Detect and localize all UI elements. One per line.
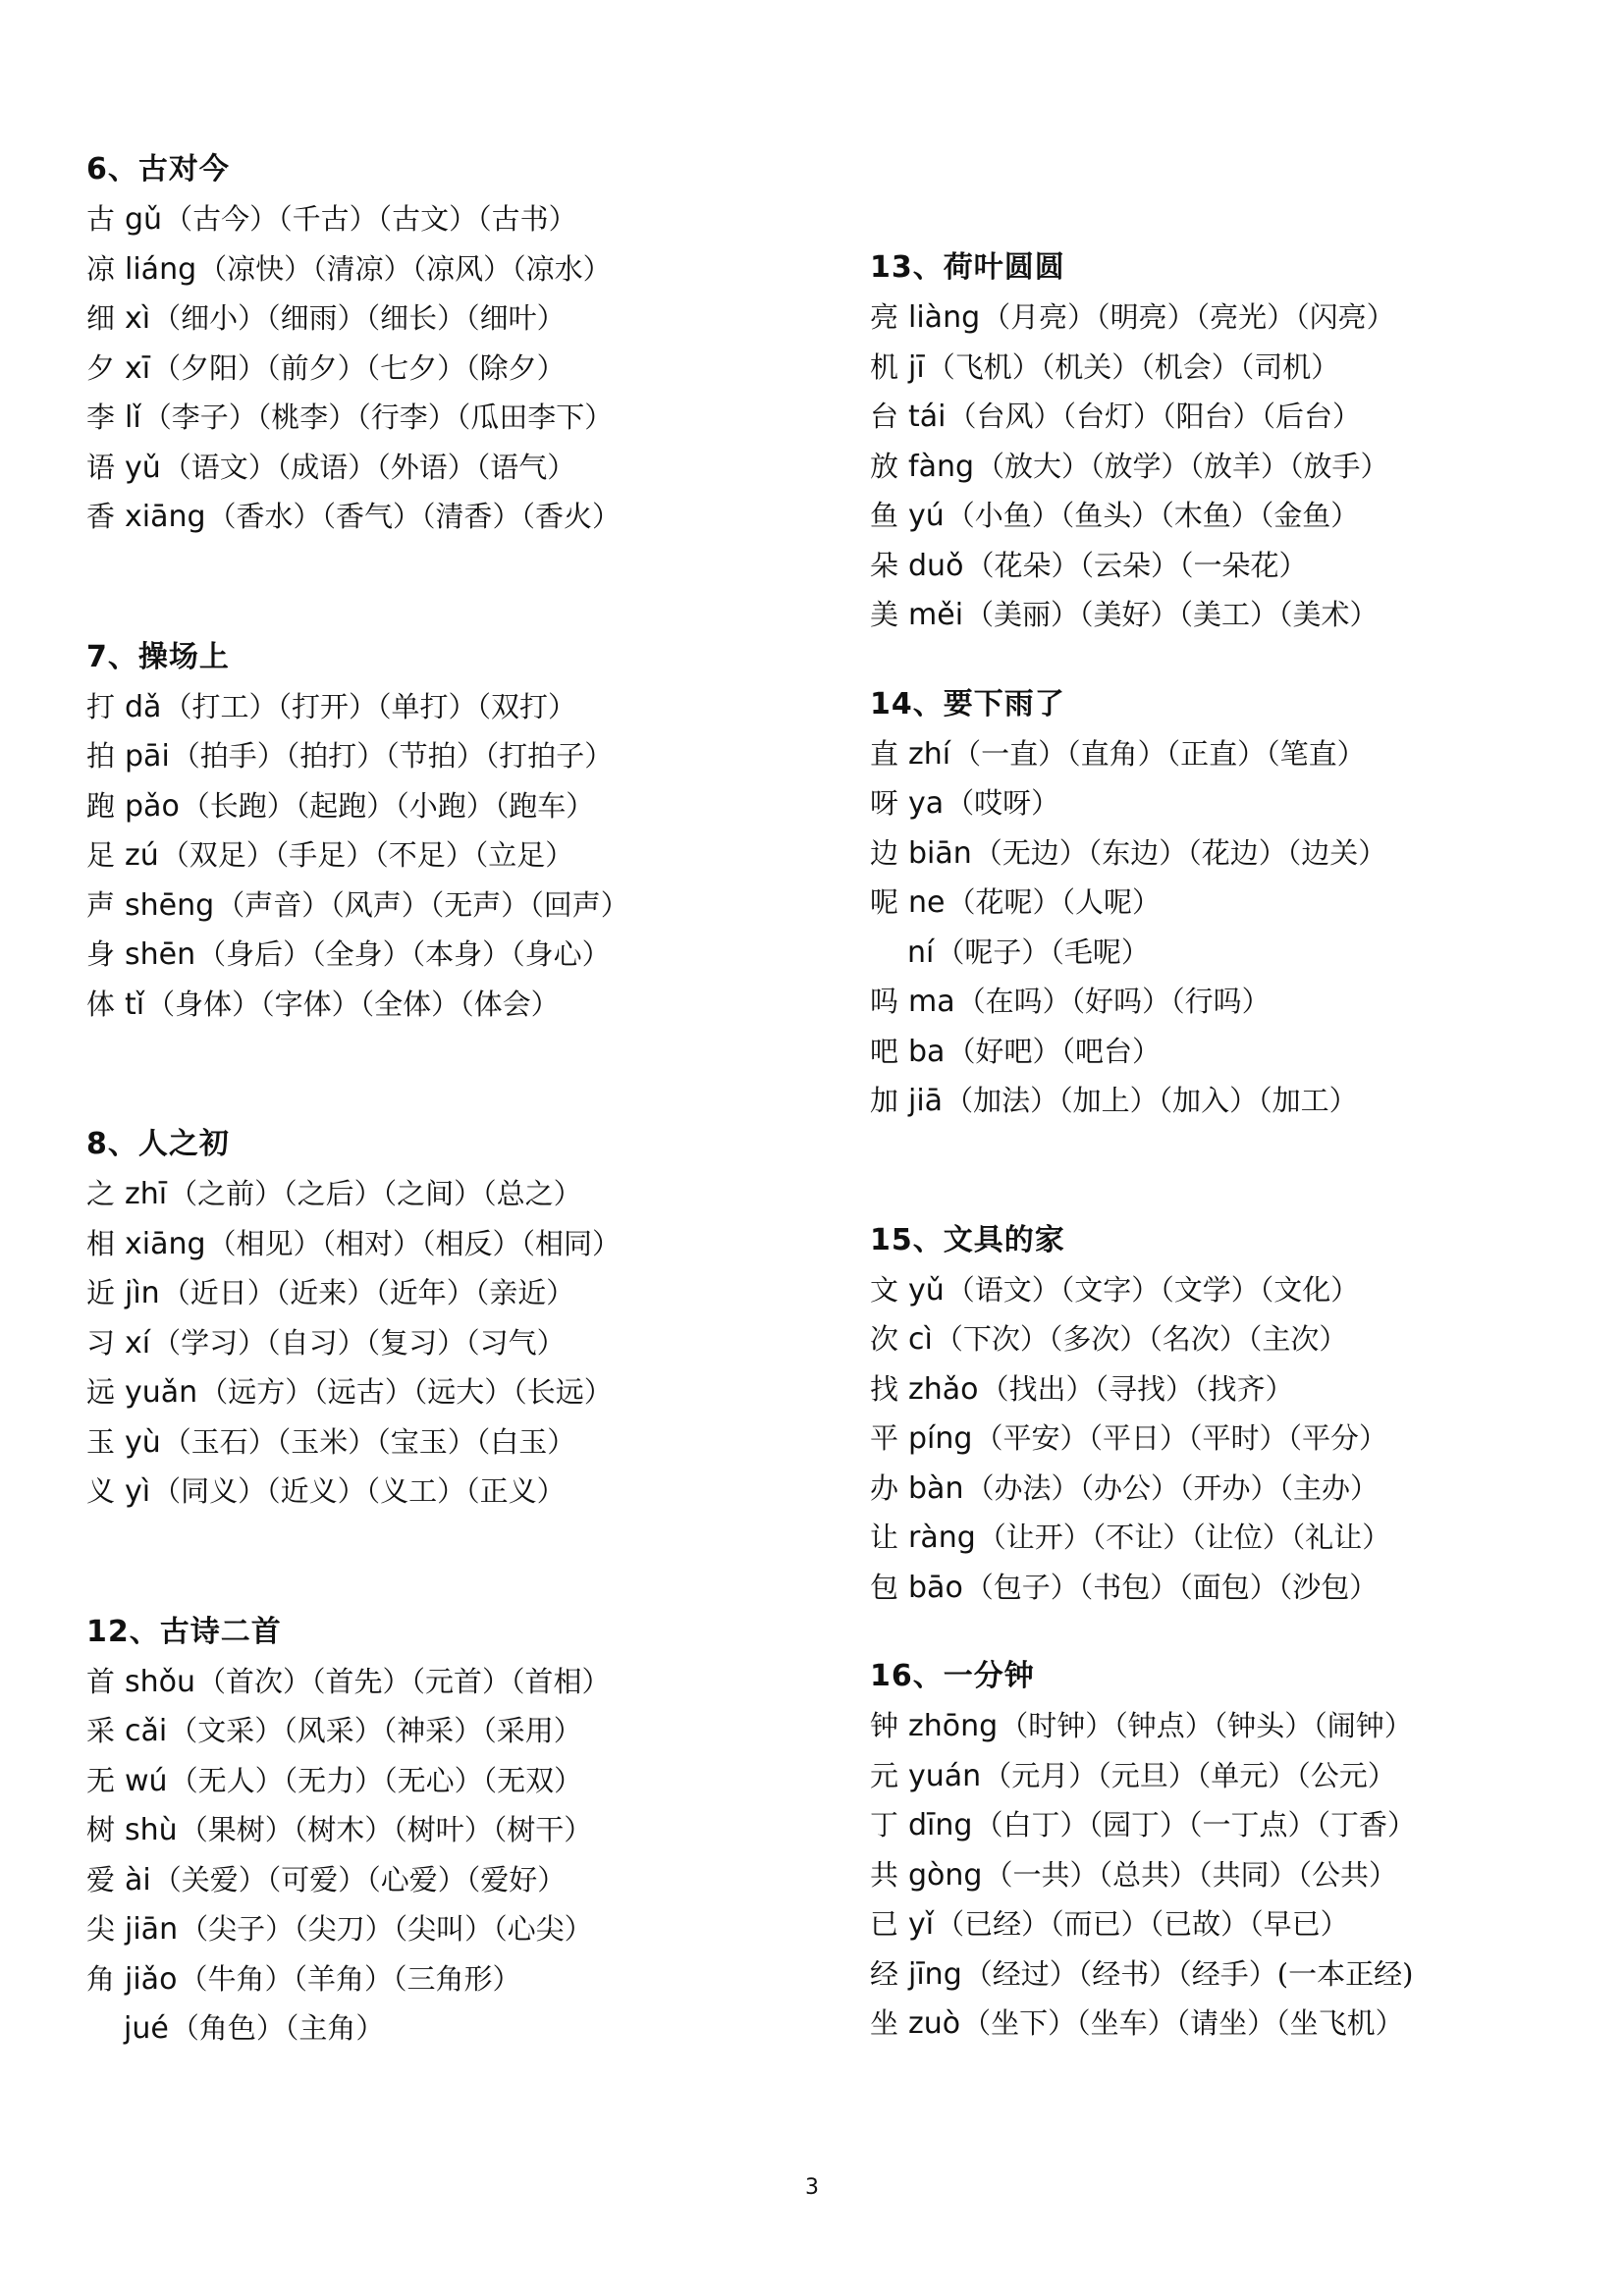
pinyin: shēng — [125, 887, 215, 923]
pinyin: pāi — [125, 739, 170, 774]
character: 让 — [870, 1521, 899, 1554]
pinyin: yuán — [908, 1758, 982, 1793]
character: 香 — [86, 500, 116, 533]
word-list: （夕阳）（前夕）（七夕）（除夕） — [152, 350, 566, 385]
pinyin: xí — [125, 1325, 151, 1361]
word-list: （角色）（主角） — [170, 2011, 385, 2045]
pinyin: zhī — [125, 1177, 168, 1211]
word-list: （语文）（成语）（外语）（语气） — [162, 450, 576, 484]
pinyin: yì — [125, 1474, 151, 1509]
character: 义 — [86, 1474, 116, 1508]
word-list: （凉快）（清凉）（凉风）（凉水） — [198, 251, 612, 286]
word-list: （花呢）（人呢） — [947, 885, 1162, 919]
pinyin: zú — [125, 838, 159, 873]
vocab-line — [870, 1949, 1624, 2000]
word-list: （文采）（风采）（神采）（采用） — [169, 1714, 582, 1747]
word-list: （坐下）（坐车）（请坐）（坐飞机） — [962, 2006, 1404, 2040]
lesson-title: 12、古诗二首 — [86, 1614, 282, 1649]
pinyin: yuǎn — [125, 1375, 198, 1410]
vocab-line — [870, 442, 1624, 492]
pinyin: gǔ — [125, 202, 163, 237]
word-list: （呢子）（毛呢） — [936, 934, 1150, 969]
vocab-line — [870, 343, 1624, 393]
vocab-line — [86, 1805, 852, 1855]
word-list: （打工）（打开）（单打）（双打） — [163, 689, 576, 723]
character: 语 — [86, 450, 116, 484]
character: 树 — [86, 1813, 116, 1846]
vocab-line — [86, 443, 852, 493]
word-list: （哎呀） — [946, 786, 1060, 820]
character: 爱 — [86, 1862, 116, 1896]
vocab-line — [86, 1904, 852, 1954]
pinyin: yǐ — [908, 1907, 935, 1942]
vocab-line — [86, 194, 852, 244]
word-list: （尖子）（尖刀）（尖叫）（心尖） — [180, 1912, 593, 1946]
lesson-title: 7、操场上 — [86, 639, 230, 674]
character: 声 — [86, 887, 116, 922]
lesson-section — [86, 1120, 852, 1517]
vocab-line — [870, 1314, 1624, 1364]
character: 次 — [870, 1322, 899, 1356]
vocab-line — [870, 1414, 1624, 1464]
character: 呀 — [870, 786, 899, 820]
lesson-section — [870, 1216, 1624, 1613]
character: 玉 — [86, 1424, 116, 1459]
lesson-section — [870, 680, 1624, 1126]
section-gap — [86, 1029, 852, 1120]
word-list: （拍手）（拍打）（节拍）（打拍子） — [171, 739, 614, 773]
word-list: （近日）（近来）（近年）（亲近） — [161, 1276, 575, 1309]
pinyin: ài — [125, 1862, 151, 1897]
pinyin: ràng — [908, 1521, 976, 1555]
pinyin: ní — [907, 934, 935, 970]
lesson-title: 14、要下雨了 — [870, 686, 1065, 721]
character: 亮 — [870, 300, 899, 334]
lesson-section — [86, 1608, 852, 2054]
lesson-section — [86, 145, 852, 542]
word-list: （放大）（放学）（放羊）（放手） — [976, 449, 1389, 483]
character: 吧 — [870, 1034, 899, 1068]
word-list: （白丁）（园丁）（一丁点）（丁香） — [974, 1808, 1416, 1842]
pinyin: jìn — [125, 1276, 160, 1310]
word-list: （关爱）（可爱）（心爱）（爱好） — [152, 1862, 567, 1896]
word-list: （学习）（自习）（复习）（习气） — [152, 1325, 566, 1360]
word-list: （美丽）（美好）（美工）（美术） — [965, 598, 1379, 631]
character: 吗 — [870, 985, 899, 1018]
pinyin: ma — [908, 985, 955, 1019]
pinyin: shù — [125, 1813, 178, 1847]
character: 鱼 — [870, 499, 899, 532]
character: 拍 — [86, 739, 116, 773]
word-list: （好吧）（吧台） — [947, 1034, 1161, 1068]
section-gap — [870, 1126, 1624, 1216]
word-list: （包子）（书包）（面包）（沙包） — [964, 1570, 1379, 1604]
character: 已 — [870, 1907, 899, 1941]
vocab-line — [86, 1318, 852, 1368]
pinyin: shēn — [125, 937, 196, 972]
word-list: （找出）（寻找）（找齐） — [980, 1371, 1294, 1406]
pinyin: zhí — [908, 736, 951, 772]
pinyin: jī — [908, 349, 925, 385]
vocab-line — [86, 781, 852, 831]
character: 直 — [870, 736, 899, 771]
vocab-line — [870, 541, 1624, 591]
character: 远 — [86, 1375, 116, 1409]
word-list: （小鱼）（鱼头）（木鱼）（金鱼） — [946, 499, 1360, 532]
section-gap — [86, 1517, 852, 1608]
word-list: （一直）（直角）（正直）（笔直） — [952, 736, 1366, 771]
word-list: （牛角）（羊角）（三角形） — [179, 1961, 521, 1996]
vocab-line — [86, 344, 852, 394]
word-list: （声音）（风声）（无声）（回声） — [216, 887, 629, 922]
character: 身 — [86, 937, 116, 971]
pinyin: xī — [125, 350, 151, 386]
vocab-line — [870, 1464, 1624, 1514]
pinyin: xiāng — [125, 1226, 206, 1261]
vocab-line — [870, 1850, 1624, 1900]
word-list: （同义）（近义）（义工）（正义） — [152, 1474, 566, 1508]
vocab-line — [870, 1701, 1624, 1751]
character: 丁 — [870, 1808, 899, 1842]
vocab-line — [86, 1855, 852, 1905]
vocab-line — [86, 294, 852, 344]
pinyin: cǎi — [125, 1714, 168, 1748]
vocab-line — [86, 930, 852, 980]
word-list: （让开）（不让）（让位）（礼让） — [977, 1521, 1391, 1554]
character: 近 — [86, 1276, 116, 1309]
character: 经 — [870, 1956, 899, 1991]
word-list: （台风）（台灯）（阳台）（后台） — [947, 400, 1362, 433]
vocab-line — [870, 729, 1624, 779]
character: 朵 — [870, 548, 899, 582]
word-list: （语文）（文字）（文学）（文化） — [946, 1272, 1360, 1307]
pinyin: bāo — [908, 1570, 963, 1605]
pinyin: lǐ — [125, 400, 141, 435]
character: 加 — [870, 1084, 899, 1117]
pinyin: liáng — [125, 251, 197, 287]
vocab-line — [870, 1364, 1624, 1415]
pinyin: ba — [908, 1034, 946, 1069]
word-list: （身后）（全身）（本身）（身心） — [197, 937, 611, 971]
word-list: （加法）（加上）（加入）（加工） — [945, 1084, 1358, 1117]
word-list: （细小）（细雨）（细长）（细叶） — [152, 301, 566, 335]
character: 凉 — [86, 251, 116, 286]
word-list: （平安）（平日）（平时）（平分） — [974, 1421, 1387, 1455]
vocab-line — [870, 977, 1624, 1027]
pinyin: měi — [908, 598, 964, 632]
pinyin: bàn — [908, 1470, 964, 1506]
vocab-line — [870, 778, 1624, 828]
character: 体 — [86, 987, 116, 1021]
character: 跑 — [86, 788, 116, 823]
lesson-title: 13、荷叶圆圆 — [870, 250, 1065, 285]
lesson-title: 8、人之初 — [86, 1127, 230, 1161]
pinyin: zhōng — [908, 1709, 999, 1743]
pinyin: tǐ — [125, 987, 145, 1022]
vocab-line — [870, 828, 1624, 879]
character: 无 — [86, 1763, 116, 1797]
word-list: （无人）（无力）（无心）（无双） — [169, 1763, 583, 1797]
vocab-line — [870, 1027, 1624, 1077]
vocab-line — [870, 1751, 1624, 1801]
pinyin: cì — [908, 1322, 933, 1357]
vocab-line — [870, 1999, 1624, 2049]
character: 找 — [870, 1371, 899, 1406]
pinyin: jué — [124, 2011, 169, 2046]
section-gap — [870, 640, 1624, 680]
word-list: （元月）（元旦）（单元）（公元） — [983, 1758, 1396, 1792]
word-list: （身体）（字体）（全体）（体会） — [146, 987, 560, 1021]
vocab-line — [86, 1367, 852, 1417]
vocab-line — [86, 830, 852, 881]
word-list: （下次）（多次）（名次）（主次） — [934, 1322, 1348, 1356]
section-gap — [86, 542, 852, 633]
pinyin: jīng — [908, 1956, 962, 1992]
vocab-line — [86, 1756, 852, 1806]
vocab-line — [870, 1076, 1624, 1126]
pinyin: ya — [908, 786, 945, 821]
vocab-line — [86, 682, 852, 732]
word-list: （之前）（之后）（之间）（总之） — [169, 1177, 582, 1210]
vocab-line — [870, 1513, 1624, 1563]
vocab-line — [870, 392, 1624, 442]
pinyin: píng — [908, 1421, 973, 1456]
vocab-line — [86, 1467, 852, 1517]
word-list: （香水）（香气）（清香）（香火） — [207, 500, 622, 533]
pinyin: yǔ — [908, 1272, 945, 1308]
character: 共 — [870, 1857, 899, 1892]
vocab-line — [86, 393, 852, 443]
vocab-line — [86, 2003, 852, 2054]
lesson-section — [870, 243, 1624, 640]
word-list: （果树）（树木）（树叶）（树干） — [179, 1813, 593, 1846]
vocab-line — [86, 1169, 852, 1219]
vocab-line — [86, 1954, 852, 2004]
character: 相 — [86, 1226, 116, 1260]
character: 之 — [86, 1177, 116, 1210]
character: 台 — [870, 400, 899, 433]
pinyin: yǔ — [125, 450, 161, 485]
pinyin: shǒu — [125, 1664, 196, 1699]
pinyin: zuò — [908, 2006, 961, 2041]
page-number: 3 — [805, 2175, 819, 2200]
vocab-line — [86, 1706, 852, 1756]
word-list: （古今）（千古）（古文）（古书） — [164, 202, 577, 236]
section-gap — [870, 1612, 1624, 1652]
pinyin: dǎ — [125, 689, 162, 724]
pinyin: tái — [908, 400, 947, 434]
word-list: （相见）（相对）（相反）（相同） — [207, 1226, 622, 1260]
vocab-line — [86, 1657, 852, 1707]
character: 文 — [870, 1272, 899, 1307]
lesson-section — [86, 633, 852, 1030]
character: 夕 — [86, 350, 116, 385]
word-list: （在吗）（好吗）（行吗） — [956, 985, 1271, 1018]
vocab-line — [870, 1265, 1624, 1315]
character: 尖 — [86, 1912, 116, 1946]
character: 机 — [870, 349, 899, 384]
character: 美 — [870, 598, 899, 631]
word-list: （长跑）（起跑）（小跑）（跑车） — [181, 788, 595, 823]
word-list: （李子）（桃李）（行李）（瓜田李下） — [142, 400, 614, 434]
word-list: （远方）（远古）（远大）（长远） — [199, 1375, 613, 1409]
vocab-line — [870, 928, 1624, 978]
character: 边 — [870, 835, 899, 870]
vocab-line — [870, 1800, 1624, 1850]
pinyin: jiān — [125, 1912, 179, 1947]
character: 古 — [86, 202, 116, 236]
vocab-line — [86, 1417, 852, 1468]
character: 细 — [86, 301, 116, 335]
pinyin: jiā — [908, 1084, 944, 1118]
vocab-line — [86, 492, 852, 542]
vocab-line — [86, 881, 852, 931]
right-column — [870, 243, 1624, 2049]
pinyin: wú — [125, 1763, 168, 1798]
character: 李 — [86, 400, 116, 434]
word-list: （双足）（手足）（不足）（立足） — [160, 838, 574, 872]
vocab-line — [870, 1899, 1624, 1949]
left-column — [86, 145, 852, 2054]
word-list: （已经）（而已）（已故）（早已） — [936, 1907, 1349, 1941]
vocab-line — [86, 1219, 852, 1269]
vocab-line — [86, 244, 852, 294]
vocab-line — [870, 878, 1624, 928]
pinyin: fàng — [908, 449, 975, 484]
character: 平 — [870, 1421, 899, 1455]
vocab-line — [870, 293, 1624, 343]
pinyin: ne — [908, 885, 946, 920]
vocab-line — [870, 590, 1624, 640]
pinyin: xiāng — [125, 500, 206, 534]
character: 首 — [86, 1664, 116, 1698]
character: 足 — [86, 838, 116, 872]
vocab-line — [86, 731, 852, 781]
character: 钟 — [870, 1709, 899, 1742]
word-list: （首次）（首先）（元首）（首相） — [197, 1664, 611, 1698]
lesson-title: 15、文具的家 — [870, 1222, 1065, 1257]
word-list: （月亮）（明亮）（亮光）（闪亮） — [982, 300, 1395, 334]
lesson-title: 6、古对今 — [86, 152, 230, 187]
word-list: （玉石）（玉米）（宝玉）（白玉） — [162, 1424, 576, 1459]
pinyin: yú — [908, 499, 945, 533]
character: 角 — [86, 1961, 116, 1996]
lesson-title: 16、一分钟 — [870, 1659, 1035, 1693]
word-list: （花朵）（云朵）（一朵花） — [965, 548, 1308, 582]
vocab-line — [870, 1563, 1624, 1613]
vocab-line — [86, 1268, 852, 1318]
word-list: （办法）（办公）（开办）（主办） — [965, 1470, 1379, 1505]
pinyin: dīng — [908, 1808, 973, 1842]
pinyin: gòng — [908, 1857, 983, 1893]
pinyin: xì — [125, 301, 151, 336]
character: 打 — [86, 689, 116, 723]
character: 元 — [870, 1758, 899, 1792]
character: 呢 — [870, 885, 899, 919]
lesson-section — [870, 1652, 1624, 2049]
character: 采 — [86, 1714, 116, 1747]
pinyin: yù — [125, 1424, 161, 1460]
vocab-line — [86, 980, 852, 1030]
pinyin: pǎo — [125, 788, 180, 824]
character: 坐 — [870, 2006, 899, 2040]
pinyin: biān — [908, 835, 972, 871]
pinyin: zhǎo — [908, 1371, 979, 1407]
pinyin: duǒ — [908, 548, 964, 583]
pinyin: liàng — [908, 300, 981, 335]
character: 包 — [870, 1570, 899, 1604]
word-list: （时钟）（钟点）（钟头）（闹钟） — [1000, 1709, 1413, 1742]
vocab-line — [870, 491, 1624, 541]
character: 放 — [870, 449, 899, 483]
character: 办 — [870, 1470, 899, 1505]
word-list: （经过）（经书）（经手）(一本正经) — [963, 1956, 1414, 1991]
word-list: （飞机）（机关）（机会）（司机） — [926, 349, 1340, 384]
word-list: （无边）（东边）（花边）（边关） — [973, 835, 1387, 870]
character: 习 — [86, 1325, 116, 1360]
word-list: （一共）（总共）（共同）（公共） — [984, 1857, 1397, 1892]
pinyin: jiǎo — [125, 1961, 178, 1997]
